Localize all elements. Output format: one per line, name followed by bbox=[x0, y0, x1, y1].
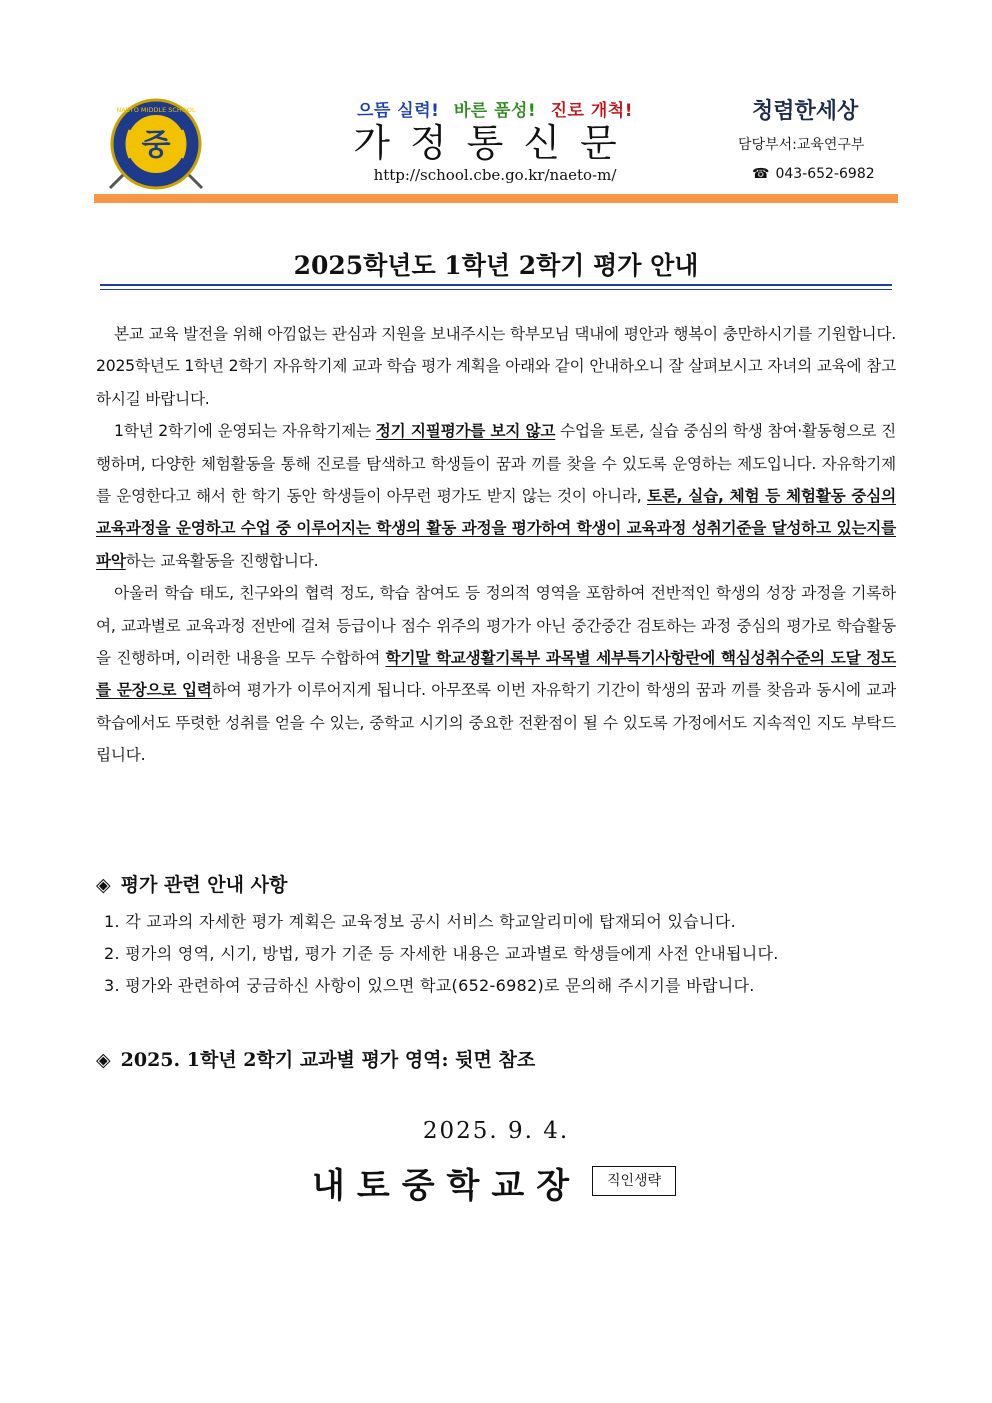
info-item-3: 3. 평가와 관련하여 궁금하신 사항이 있으면 학교(652-6982)로 문의해 주시기를 바랍니다. bbox=[104, 976, 755, 995]
school-url[interactable]: http://school.cbe.go.kr/naeto-m/ bbox=[373, 166, 617, 184]
document-body bbox=[96, 318, 896, 772]
phone-number: 043-652-6982 bbox=[775, 166, 875, 182]
document-title: 2025학년도 1학년 2학기 평가 안내 bbox=[293, 251, 699, 280]
info-item-1: 1. 각 교과의 자세한 평가 계획은 교육정보 공시 서비스 학교알리미에 탑재되어 있습니다. bbox=[104, 912, 736, 931]
reference-heading-text: 2025. 1학년 2학기 교과별 평가 영역: 뒷면 참조 bbox=[120, 1049, 536, 1071]
logo-character: 중 bbox=[141, 128, 171, 163]
paragraph-2-emphasis-b: 토론, 실습, 체험 등 체험활동 중심의 교육과정을 운영하고 수업 중 이루어지는 학생의 활동 과정을 평가하여 학생이 교육과정 성취기준을 달성하고 있는지를 파악 bbox=[96, 487, 896, 570]
paragraph-2-emphasis-a: 정기 지필평가를 보지 않고 bbox=[375, 422, 556, 441]
school-logo-emblem bbox=[106, 98, 206, 192]
paragraph-3-emphasis: 학기말 학교생활기록부 과목별 세부특기사항란에 핵심성취수준의 도달 정도를 문장으로 입력 bbox=[96, 649, 896, 700]
reference-heading bbox=[96, 1045, 535, 1072]
paragraph-2-text-c: 하는 교육활동을 진행합니다. bbox=[125, 551, 319, 570]
header-divider-bar bbox=[94, 194, 898, 203]
phone-line bbox=[752, 166, 875, 182]
paragraph-2-text-b: 수업을 토론, 실습 중심의 학생 참여·활동형으로 진행하며, 다양한 체험활동을 통해 진로를 탐색하고 학생들이 꿈과 끼를 찾을 수 있도록 운영하는 제도입니다. 자유학기제를 운영한다고 해서 한 학기 동안 학생들이 아무런 평가도 받지 않는 것이 아니라, bbox=[96, 422, 896, 506]
issue-date: 2025. 9. 4. bbox=[422, 1118, 570, 1144]
title-underline-thin bbox=[100, 289, 892, 290]
paragraph-2-text-a: 1학년 2학기에 운영되는 자유학기제는 bbox=[114, 422, 376, 441]
title-underline-thick bbox=[100, 284, 892, 286]
paragraph-3 bbox=[96, 577, 896, 771]
integrity-brand-logo bbox=[752, 92, 870, 126]
brand-text: 청렴한세상 bbox=[752, 99, 859, 124]
telephone-icon: ☎ bbox=[752, 166, 770, 182]
paragraph-1-text: 본교 교육 발전을 위해 아낌없는 관심과 지원을 보내주시는 학부모님 댁내에 평안과 행복이 충만하시기를 기원합니다. 2025학년도 1학년 2학기 자유학기제 교과 학습 평가 계획을 아래와 같이 안내하오니 잘 살펴보시고 자녀의 교육에 참고하시길 바랍니다. bbox=[96, 325, 896, 408]
info-heading-text: 평가 관련 안내 사항 bbox=[120, 874, 288, 896]
slogan-part-1: 으뜸 실력! bbox=[357, 101, 440, 121]
paragraph-3-text-a: 아울러 학습 태도, 친구와의 협력 정도, 학습 참여도 등 정의적 영역을 포함하여 전반적인 학생의 성장 과정을 기록하여, 교과별로 교육과정 전반에 걸쳐 등급이나 점수 위주의 평가가 아닌 중간중간 검토하는 과정 중심의 평가로 학습활동을 진행하며, 이러한 내용을 모두 수합하여 bbox=[96, 584, 896, 668]
paragraph-1 bbox=[96, 318, 896, 415]
info-list bbox=[104, 906, 904, 1002]
principal-signature: 내토중학교장 bbox=[312, 1166, 582, 1206]
diamond-bullet-icon: ◈ bbox=[96, 874, 111, 896]
seal-omitted-box: 직인생략 bbox=[592, 1166, 676, 1196]
logo-ring-text: NAETO MIDDLE SCHOOL bbox=[116, 106, 196, 114]
paragraph-2 bbox=[96, 415, 896, 577]
paragraph-3-text-b: 하여 평가가 이루어지게 됩니다. 아무쪼록 이번 자유학기 기간이 학생의 꿈과 끼를 찾음과 동시에 교과 학습에서도 뚜렷한 성취를 얻을 수 있는, 중학교 시기의 중요한 전환점이 될 수 있도록 가정에서도 지속적인 지도 부탁드립니다. bbox=[96, 681, 896, 765]
info-item-2: 2. 평가의 영역, 시기, 방법, 평가 기준 등 자세한 내용은 교과별로 학생들에게 사전 안내됩니다. bbox=[104, 944, 779, 963]
diamond-bullet-icon: ◈ bbox=[96, 1049, 111, 1071]
newsletter-title: 가정통신문 bbox=[353, 121, 637, 165]
department-label: 담당부서:교육연구부 bbox=[738, 137, 865, 153]
info-heading bbox=[96, 870, 287, 897]
slogan-part-2: 바른 품성! bbox=[453, 101, 537, 121]
slogan-part-3: 진로 개척! bbox=[550, 101, 633, 121]
